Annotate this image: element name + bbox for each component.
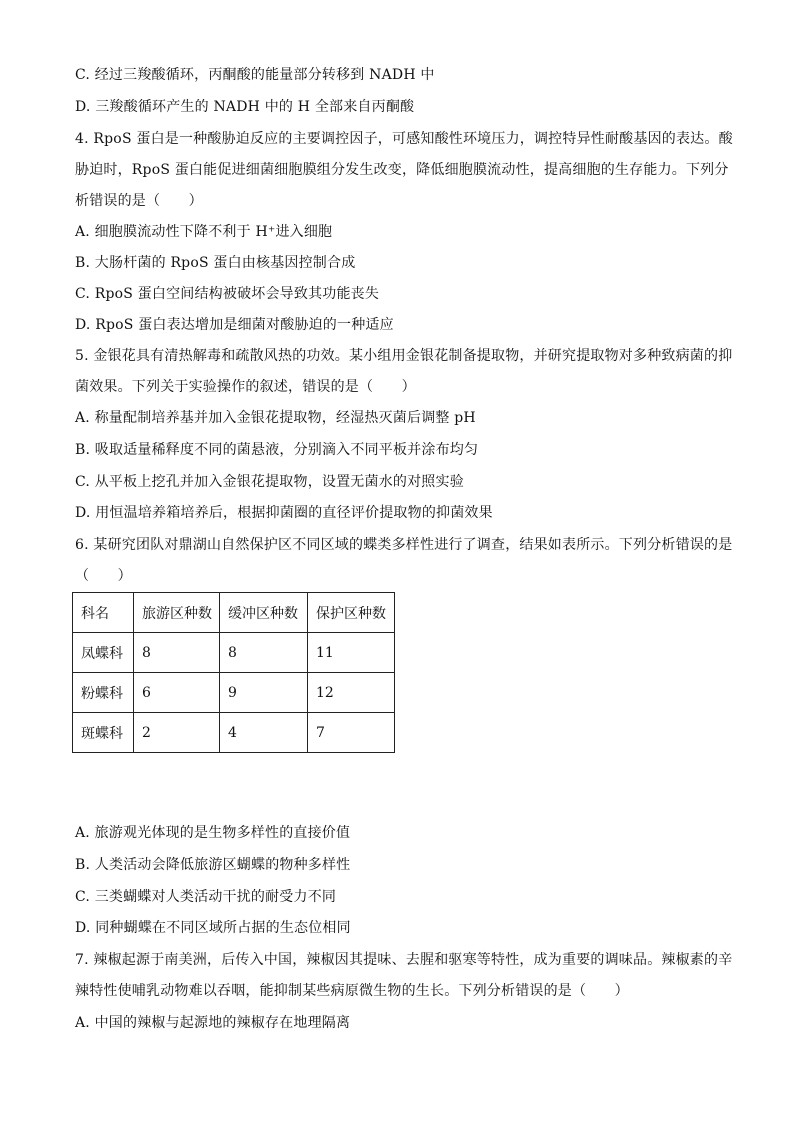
table-cell: 11 [308, 633, 395, 673]
q4-option-d: D. RpoS 蛋白表达增加是细菌对酸胁迫的一种适应 [75, 317, 394, 333]
q6-option-d: D. 同种蝴蝶在不同区域所占据的生态位相同 [75, 920, 351, 936]
q7-stem-line: 辣特性使哺乳动物难以吞咽，能抑制某些病原微生物的生长。下列分析错误的是（ ） [75, 983, 629, 999]
q4-option-a: A. 细胞膜流动性下降不利于 H⁺进入细胞 [75, 224, 333, 240]
q5-stem-line: 5. 金银花具有清热解毒和疏散风热的功效。某小组用金银花制备提取物，并研究提取物对多种致病菌的抑 [75, 348, 733, 364]
q6-stem-line: 6. 某研究团队对鼎湖山自然保护区不同区域的蝶类多样性进行了调查，结果如表所示。下列分析错误的是 [75, 537, 733, 553]
table-cell: 8 [134, 633, 220, 673]
q7-stem-line: 7. 辣椒起源于南美洲，后传入中国，辣椒因其提味、去腥和驱寒等特性，成为重要的调味品。辣椒素的辛 [75, 952, 733, 968]
q6-option-b: B. 人类活动会降低旅游区蝴蝶的物种多样性 [75, 857, 351, 873]
q6-stem-line: （ ） [75, 568, 132, 584]
q5-option-b: B. 吸取适量稀释度不同的菌悬液，分别滴入不同平板并涂布均匀 [75, 442, 479, 458]
table-cell: 4 [220, 713, 308, 753]
table-row [73, 713, 395, 753]
table-cell: 8 [220, 633, 308, 673]
table-cell: 斑蝶科 [73, 713, 134, 753]
q6-option-a: A. 旅游观光体现的是生物多样性的直接价值 [75, 825, 351, 841]
q4-option-c: C. RpoS 蛋白空间结构被破坏会导致其功能丧失 [75, 286, 380, 302]
q3-option-d: D. 三羧酸循环产生的 NADH 中的 H 全部来自丙酮酸 [75, 99, 415, 115]
table-cell: 9 [220, 673, 308, 713]
q4-stem-line: 胁迫时，RpoS 蛋白能促进细菌细胞膜组分发生改变，降低细胞膜流动性，提高细胞的生存能力。下列分 [75, 162, 729, 178]
q4-stem-line: 4. RpoS 蛋白是一种酸胁迫反应的主要调控因子，可感知酸性环境压力，调控特异性耐酸基因的表达。酸 [75, 131, 733, 147]
q4-stem-line: 析错误的是（ ） [75, 193, 203, 209]
table-header-cell: 保护区种数 [308, 593, 395, 633]
table-header-cell: 科名 [73, 593, 134, 633]
q5-option-c: C. 从平板上挖孔并加入金银花提取物，设置无菌水的对照实验 [75, 474, 464, 490]
q5-stem-line: 菌效果。下列关于实验操作的叙述，错误的是（ ） [75, 379, 416, 395]
q5-option-d: D. 用恒温培养箱培养后，根据抑菌圈的直径评价提取物的抑菌效果 [75, 505, 493, 521]
q4-option-b: B. 大肠杆菌的 RpoS 蛋白由核基因控制合成 [75, 255, 356, 271]
table-cell: 凤蝶科 [73, 633, 134, 673]
table-cell: 12 [308, 673, 395, 713]
table-row [73, 673, 395, 713]
table-header-cell: 旅游区种数 [134, 593, 220, 633]
table-cell: 7 [308, 713, 395, 753]
q7-option-a: A. 中国的辣椒与起源地的辣椒存在地理隔离 [75, 1015, 351, 1031]
table-header-cell: 缓冲区种数 [220, 593, 308, 633]
table-cell: 粉蝶科 [73, 673, 134, 713]
table-cell: 6 [134, 673, 220, 713]
butterfly-species-table [72, 592, 395, 753]
q3-option-c: C. 经过三羧酸循环，丙酮酸的能量部分转移到 NADH 中 [75, 67, 435, 83]
q5-option-a: A. 称量配制培养基并加入金银花提取物，经湿热灭菌后调整 pH [75, 410, 476, 426]
table-cell: 2 [134, 713, 220, 753]
table-header-row [73, 593, 395, 633]
table-row [73, 633, 395, 673]
q6-option-c: C. 三类蝴蝶对人类活动干扰的耐受力不同 [75, 889, 337, 905]
